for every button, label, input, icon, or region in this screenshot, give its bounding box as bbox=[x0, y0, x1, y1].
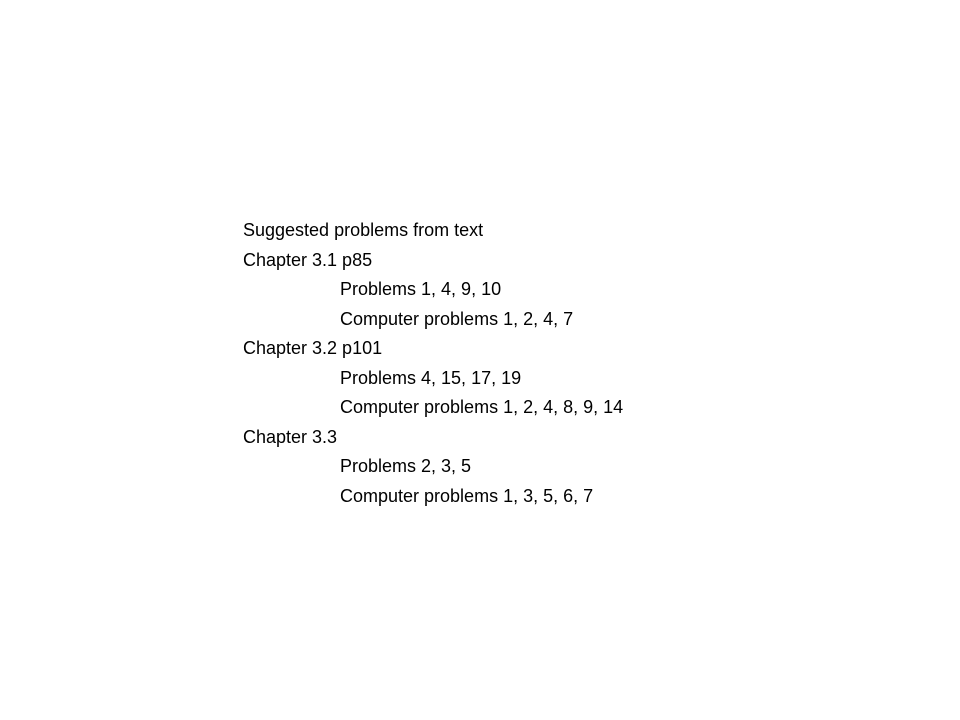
computer-problems-line: Computer problems 1, 3, 5, 6, 7 bbox=[340, 485, 594, 506]
chapter-title: Chapter 3.3 bbox=[243, 426, 338, 447]
problems-line: Problems 1, 4, 9, 10 bbox=[340, 279, 502, 299]
problems-line: Problems 4, 15, 17, 19 bbox=[340, 367, 522, 388]
computer-problems-line: Computer problems 1, 2, 4, 8, 9, 14 bbox=[340, 397, 624, 417]
chapter-title: Chapter 3.2 p101 bbox=[243, 338, 383, 358]
chapter-title: Chapter 3.1 p85 bbox=[243, 249, 373, 270]
computer-problems-line: Computer problems 1, 2, 4, 7 bbox=[340, 308, 574, 329]
problem-list bbox=[243, 216, 803, 511]
problems-line: Problems 2, 3, 5 bbox=[340, 456, 472, 476]
heading: Suggested problems from text bbox=[243, 220, 484, 240]
